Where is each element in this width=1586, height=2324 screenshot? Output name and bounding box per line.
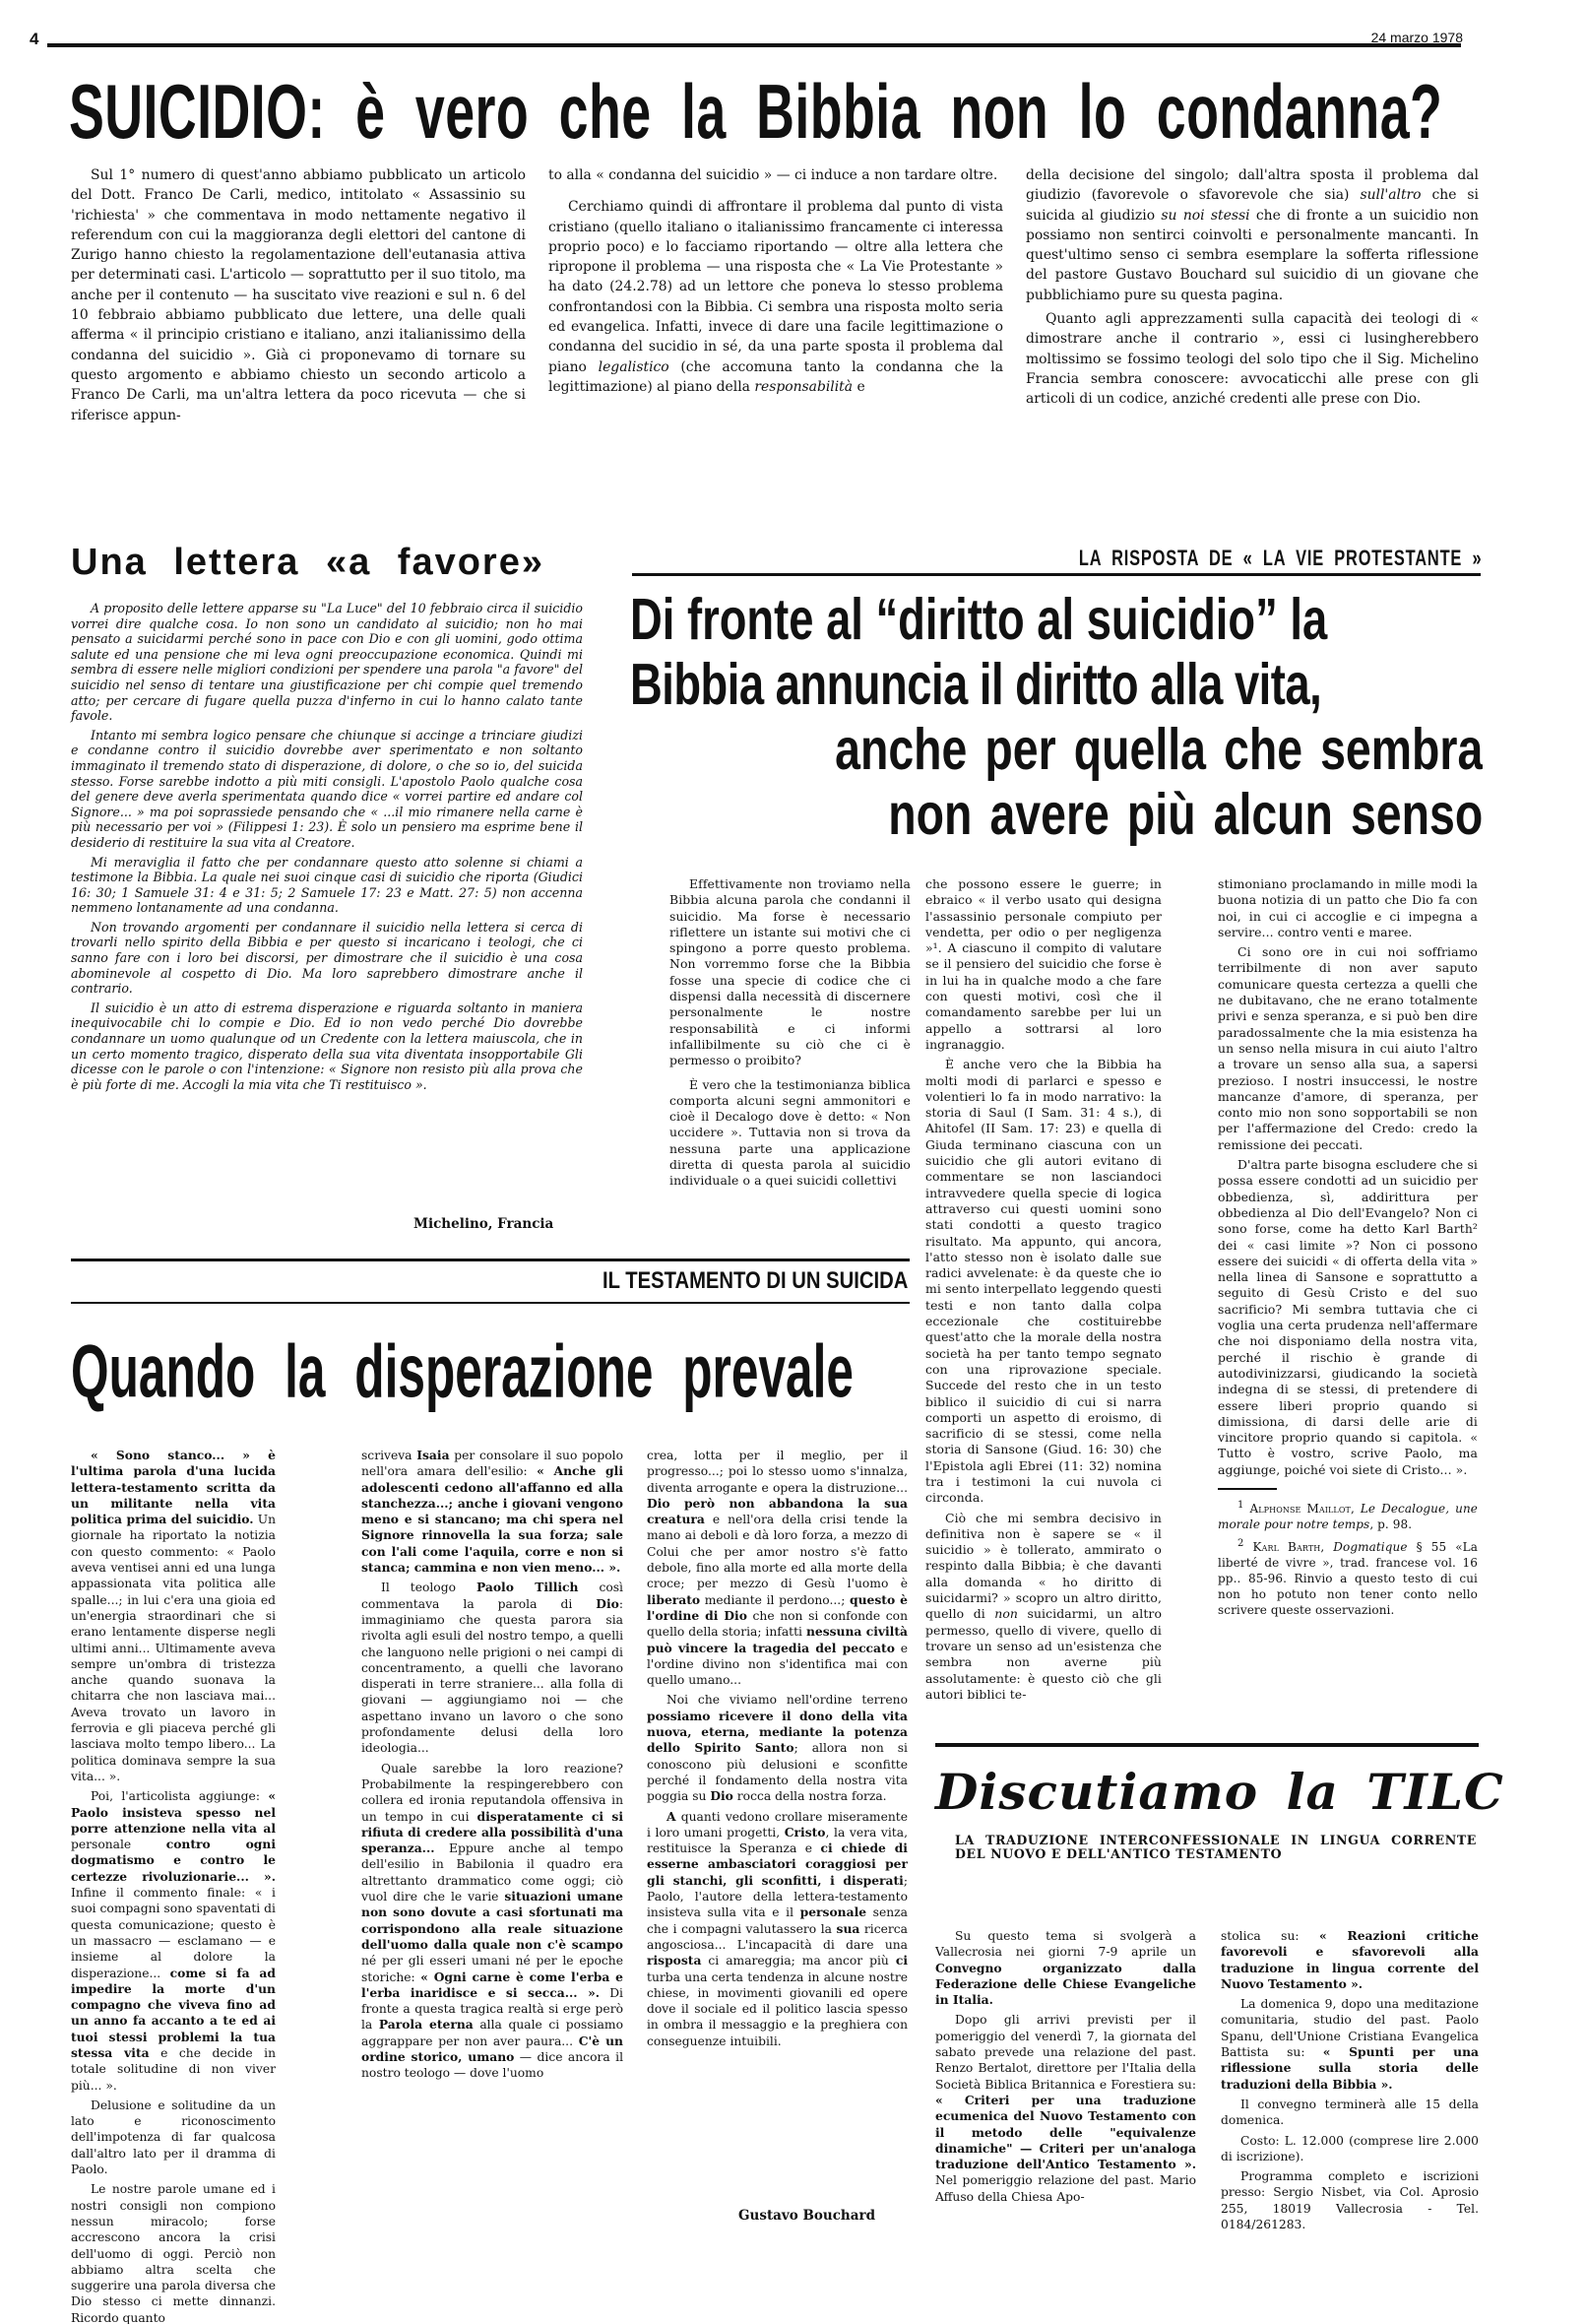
column-paragraph: Delusione e solitudine da un lato e riconoscimento dell'impotenza di far qualcosa dall'altro lato per il dramma di Paolo. <box>71 2098 276 2177</box>
bold-run: ci chiede di esserne ambasciatori coraggiosi per gli stanchi, gli sconfitti, i disperati <box>647 1840 908 1888</box>
testament-signature: Gustavo Bouchard <box>738 2208 876 2224</box>
response-paragraph: che possono essere le guerre; in ebraico « il verbo usato qui designa l'assassinio personale compiuto per vendetta, per odio o per negligenza »¹. A ciascuno il compito di valutare se il pensiero del suicidio che forse è in lui ha in qualche modo a che fare con questi motivi, così che il comandamento sarebbe per lui un appello a sottrarsi al loro ingranaggio. <box>925 876 1162 1052</box>
response-kicker-text: LA RISPOSTA DE « LA VIE PROTESTANTE » <box>1078 547 1482 571</box>
tilc-col-1 <box>935 1928 1196 2209</box>
bold-run: Dio però non abbandona la sua creatura <box>647 1495 908 1527</box>
text-run: Ciò che mi sembra decisivo in definitiva non è sapere se « il suicidio » è tollerato, ammirato o respinto dalla Bibbia; è che davanti alla domanda « ho diritto di suicidarmi? » scopro un altro diritto, quello di <box>925 1510 1162 1622</box>
bold-run: situazioni umane non sono dovute a casi sfortunati ma corrispondono alla reale situazione dell'uomo dalla quale non c'è scampo <box>361 1889 623 1952</box>
bold-run: Parola eterna <box>378 2017 474 2033</box>
testament-title-text: Quando la disperazione prevale <box>71 1330 854 1412</box>
text-run: che si suicida al giudizio <box>1026 187 1479 224</box>
page-number: 4 <box>30 30 39 48</box>
response-paragraph: stimoniano proclamando in mille modi la buona notizia di un patto che Dio fa con noi, in cui ci accoglie e ci impegna a servire... contro venti e maree. <box>1218 876 1478 939</box>
tilc-col-2 <box>1221 1928 1479 2236</box>
footnote-title: Le Decalogue, une morale pour notre temps <box>1218 1501 1478 1531</box>
response-headline <box>630 586 1483 846</box>
response-kicker <box>866 547 1482 574</box>
testament-col-1 <box>71 1448 276 2324</box>
column-paragraph: Programma completo e iscrizioni presso: Sergio Nisbet, via Col. Aprosio 255, 18019 Vallecrosia - Tel. 0184/261283. <box>1221 2169 1479 2232</box>
column-paragraph: Poi, l'articolista aggiunge: « Paolo insisteva spesso nel porre attenzione nella vita al personale contro ogni dogmatismo e contro le certezze rivoluzionarie... ». Infine il commento finale: « i suoi compagni sono spaventati di questa comunicazione; questo è un massacro — esclamano — e insieme al dolore la disperazione... come si fa ad impedire la morte d'un compagno che viveva fino ad un anno fa accanto a te ed ai tuoi stessi problemi la tua stessa vita e che decide in totale solitudine di non viver più... ». <box>71 1788 276 2093</box>
bold-run: « Reazioni critiche favorevoli e sfavorevoli alla traduzione in lingua corrente del Nuovo Testamento ». <box>1221 1928 1479 1991</box>
bold-run: Cristo <box>784 1824 826 1840</box>
footnote-rest: , p. 98. <box>1369 1517 1413 1531</box>
headline-line: Di fronte al “diritto al suicidio” la <box>630 587 1328 651</box>
text-run: suicidarmi, un altro permesso, quello di vivere, quello di trovare un senso ad un'esistenza che sembra non averne più assolutamente: è questo ciò che gli autori biblici te- <box>925 1606 1163 1702</box>
letter-paragraph: Mi meraviglia il fatto che per condannare questo atto solenne si chiami a testimone la Bibbia. La quale nei suoi cinque casi di suicidio che riporta (Giudici 16: 30; 1 Samuele 31: 4 e 31: 5; 2 Samuele 17: 23 e Matt. 27: 5) non accenna nemmeno lontanamente ad una condanna. <box>71 854 583 916</box>
letter-paragraph: Il suicidio è un atto di estrema disperazione e riguarda soltanto in maniera inequivocabile chi lo compie e Dio. Ed io non vedo perché Dio dovrebbe condannare un uomo qualunque od un Credente con la lettera maiuscola, che in un certo momento tragico, disperato della sua vita diventata insopportabile Gli dicesse con le parole o con l'intenzione: « Signore non resisto più alla prova che è più forte di me. Accogli la mia vita che Ti restituisco ». <box>71 1000 583 1092</box>
intro-paragraph: Quanto agli apprezzamenti sulla capacità dei teologi di « dimostrare anche il contrario », essi ci lusingherebbero moltissimo se fossimo teologi del solo tipo che il Sig. Michelino Francia sembra conoscere: avvocaticchi alle prese con gli articoli di un codice, anziché credenti alle prese con Dio. <box>1026 311 1479 408</box>
response-paragraph <box>925 1511 1162 1704</box>
intro-paragraph <box>1026 165 1479 305</box>
testament-rule-top <box>71 1259 910 1261</box>
text-run: e <box>853 378 865 395</box>
bold-run: sua <box>836 1920 860 1936</box>
bold-run: Dio <box>596 1595 619 1611</box>
bold-run: « Paolo insisteva spesso nel porre attenzione nella vita al <box>71 1788 276 1836</box>
footnote-rest: § 55 «La liberté de vivre », trad. francese vol. 16 pp.. 85-96. Rinvio a questo testo di cui non ho potuto non tener conto nello scrivere queste osservazioni. <box>1218 1539 1478 1617</box>
emphasis: non <box>994 1606 1019 1622</box>
footnote-author: Alphonse Maillot <box>1249 1501 1351 1516</box>
bold-run: A <box>666 1808 676 1824</box>
bold-run: liberato <box>647 1591 701 1607</box>
bold-run: « Anche gli adolescenti cedono all'affanno ed alla stanchezza...; anche i giovani vengono meno e si stancano; ma chi spera nel Signore rinnovella la sua forza; sale con l'ali come l'aquila, corre e non si stanca; cammina e non vien meno... ». <box>361 1463 623 1576</box>
text-run: che di fronte a un suicidio non possiamo non sentirci coinvolti e personalmente mancanti. In quest'ultimo senso ci sembra esemplare la sofferta riflessione del pastore Gustavo Bouchard sul suicidio di un giovane che pubblichiamo pure su questa pagina. <box>1026 207 1479 303</box>
bold-run: nessuna civiltà può vincere la tragedia del peccato <box>647 1624 909 1655</box>
response-paragraph: È vero che la testimonianza biblica comporta alcuni segni ammonitori e cioè il Decalogo dove è detto: « Non uccidere ». Tuttavia non si trova da nessuna parte una applicazione diretta di questa parola al suicidio individuale o a quei suicidi collettivi <box>669 1076 911 1189</box>
text-run: (che accomuna tanto la condanna che la legittimazione) al piano della <box>548 358 1003 395</box>
intro-paragraph: to alla « condanna del suicidio » — ci induce a non tardare oltre. <box>548 167 998 183</box>
testament-col-3 <box>647 1448 908 2053</box>
bold-run: « Sono stanco... » è l'ultima parola d'una lucida lettera-testamento scritta da un militante nella vita politica prima del suicidio. <box>71 1448 276 1527</box>
testament-title <box>71 1329 916 1412</box>
intro-col-2 <box>548 165 1003 401</box>
main-title-text: SUICIDIO: è vero che la Bibbia non lo condanna? <box>69 68 1443 146</box>
tilc-rule <box>935 1743 1479 1747</box>
footnote-rule <box>1218 1488 1277 1490</box>
column-paragraph: scriveva Isaia per consolare il suo popolo nell'ora amara dell'esilio: « Anche gli adolescenti cedono all'affanno ed alla stanchezza...; anche i giovani vengono meno e si stancano; ma chi spera nel Signore rinnovella la sua forza; sale con l'ali come l'aquila, corre e non si stanca; cammina e non vien meno... ». <box>361 1448 623 1576</box>
main-title <box>69 67 1487 146</box>
testament-kicker <box>394 1266 908 1296</box>
bold-run: possiamo ricevere il dono della vita nuova, eterna, mediante la potenza dello Spirito Santo <box>647 1708 908 1756</box>
bold-run: contro ogni dogmatismo e contro le certezze rivoluzionarie... ». <box>71 1837 276 1884</box>
response-paragraph: D'altra parte bisogna escludere che si possa essere condotti ad un suicidio per obbedienza, sì, addirittura per obbedienza al Dio dell'Evangelo? Non ci sono forse, come ha detto Karl Barth² dei « casi limite »? Non ci possono essere dei suicidi « di offerta della vita » nella linea di Sansone e soprattutto a seguito di Gesù Cristo e del suo sacrificio? Mi sembra tuttavia che ci voglia una certa prudenza nell'affermare che noi disponiamo della nostra vita, perché il rischio è grande di autodivinizzarsi, giudicando la società indegna di se stessi, di pretendere di essere liberi proprio quando si dimissiona, di darsi delle arie di vincitore proprio quando si capitola. « Tutto è vostro, scrive Paolo, ma aggiunge, poiché voi siete di Cristo... ». <box>1218 1157 1478 1477</box>
footnote-title: Dogmatique <box>1333 1539 1408 1554</box>
bold-run: questo è l'ordine di Dio <box>647 1591 908 1623</box>
column-paragraph: Dopo gli arrivi previsti per il pomeriggio del venerdì 7, la giornata del sabato prevede una relazione del past. Renzo Bertalot, direttore per l'Italia della Società Biblica Britannica e Forestiera su: « Criteri per una traduzione ecumenica del Nuovo Testamento con il metodo delle "equivalenze dinamiche" — Criteri per un'analoga traduzione dell'Antico Testamento ». Nel pomeriggio relazione del past. Mario Affuso della Chiesa Apo- <box>935 2013 1196 2204</box>
column-paragraph: Quale sarebbe la loro reazione? Probabilmente la respingerebbero con collera ed ironia reputandola offensiva in un tempo in cui disperatamente ci si rifiuta di credere alla possibilità d'una speranza... Eppure anche al tempo dell'esilio in Babilonia il quadro era altrettanto drammatico come oggi; ciò vuol dire che le varie situazioni umane non sono dovute a casi sfortunati ma corrispondono alla reale situazione dell'uomo dalla quale non c'è scampo né per gli esseri umani né per le epoche storiche: « Ogni carne è come l'erba e l'erba inaridisce e si secca... ». Di fronte a questa tragica realtà si erge però la Parola eterna alla quale ci possiamo aggrappare per non aver paura... C'è un ordine storico, umano — dice ancora il nostro teologo — dove l'uomo <box>361 1761 624 2081</box>
bold-run: « Spunti per una riflessione sulla storia delle traduzioni della Bibbia ». <box>1221 2044 1479 2092</box>
response-rule <box>632 573 1481 576</box>
emphasis: legalistico <box>598 358 669 375</box>
bold-run: ci <box>895 1953 908 1969</box>
footnote-number: 1 <box>1237 1499 1244 1511</box>
column-paragraph: stolica su: « Reazioni critiche favorevoli e sfavorevoli alla traduzione in lingua corrente del Nuovo Testamento ». <box>1221 1928 1479 1991</box>
column-paragraph: crea, lotta per il meglio, per il progresso...; poi lo stesso uomo s'innalza, diventa arrogante e opera la distruzione... Dio però non abbandona la sua creatura e nell'ora della crisi tende la mano ai deboli e dà loro forza, a mezzo di Colui che per amor nostro s'è fatto debole, fino alla morte ed alla morte della croce; per mezzo di Gesù l'uomo è liberato mediante il perdono...; questo è l'ordine di Dio che non si confonde con quello della storia; infatti nessuna civiltà può vincere la tragedia del peccato e l'ordine divino non s'identifica mai con quello umano... <box>647 1449 909 1688</box>
intro-col-1 <box>71 165 526 429</box>
headline-line: non avere più alcun senso <box>888 782 1483 846</box>
intro-paragraph <box>548 197 1003 397</box>
header-rule <box>47 43 1461 47</box>
response-col-3 <box>1218 876 1478 1622</box>
testament-kicker-text: IL TESTAMENTO DI UN SUICIDA <box>602 1266 908 1294</box>
column-paragraph: Costo: L. 12.000 (comprese lire 2.000 di iscrizione). <box>1221 2133 1479 2163</box>
column-paragraph: Il convegno terminerà alle 15 della domenica. <box>1221 2097 1479 2128</box>
intro-paragraph: Sul 1° numero di quest'anno abbiamo pubblicato un articolo del Dott. Franco De Carli, medico, intitolato « Assassinio su 'richiesta' » che commentava in modo nettamente negativo il referendum con cui la maggioranza degli elettori del cantone di Zurigo hanno chiesto la regolamentazione dell'eutanasia attiva per determinati casi. L'articolo — soprattutto per il suo titolo, ma anche per il contenuto — ha suscitato vive reazioni e sul n. 6 del 10 febbraio abbiamo pubblicato due lettere, una delle quali afferma « il principio cristiano e italiano, anzi italianissimo della condanna del suicidio ». Già ci proponevamo di tornare su questo argomento e abbiamo chiesto un secondo articolo a Franco De Carli, ma un'altra lettera da poco ricevuta — che si riferisce appun- <box>71 167 526 423</box>
text-run: della decisione del singolo; dall'altra sposta il problema dal giudizio (favorevole o sfavorevole che sia) <box>1026 167 1479 204</box>
text-run: Cerchiamo quindi di affrontare il problema dal punto di vista cristiano (quello italiano o italianissimo francamente ci interessa proprio poco) e lo facciamo riportando — oltre alla lettera che ripropone il problema — una risposta che « La Vie Protestante » ha dato (24.2.78) ad un lettore che poneva lo stesso problema confrontandosi con la Bibbia. Ci sembra una risposta molto seria ed evangelica. Infatti, invece di dare una facile legittimazione o condanna del sucidio in sé, da una parte sposta il problema dal piano <box>548 199 1003 375</box>
bold-run: disperatamente ci si rifiuta di credere alla possibilità d'una speranza... <box>361 1808 623 1856</box>
footnote-number: 2 <box>1237 1537 1244 1549</box>
letter-title: Una lettera «a favore» <box>71 542 544 583</box>
bold-run: Isaia <box>416 1448 450 1462</box>
column-paragraph: Noi che viviamo nell'ordine terreno possiamo ricevere il dono della vita nuova, eterna, mediante la potenza dello Spirito Santo; allora non si conoscono più delusioni e sconfitte perché il fondamento della nostra vita poggia su Dio rocca della nostra forza. <box>647 1693 908 1804</box>
headline-line: anche per quella che sembra <box>834 717 1483 781</box>
emphasis: responsabilità <box>754 378 854 395</box>
bold-run: Dio <box>710 1788 733 1804</box>
bold-run: Convegno organizzato dalla Federazione delle Chiese Evangeliche in Italia. <box>935 1960 1196 2008</box>
letter-paragraph: Non trovando argomenti per condannare il suicidio nella lettera si cerca di trovarli nello spirito della Bibbia e per questo si incaricano i teologi, che ci sanno fare con i loro bei discorsi, per dimostrare che il suicidio è una cosa abominevole al cospetto di Dio. Ma loro saprebbero dimostrare anche il contrario. <box>71 919 583 997</box>
issue-date: 24 marzo 1978 <box>1370 30 1463 45</box>
response-paragraph: Ci sono ore in cui noi soffriamo terribilmente di non aver saputo comunicare questa certezza a quelli che ne dubitavano, che ne erano totalmente privi e senza speranza, e si può ben dire paradossalmente che la mia esistenza ha un senso nella misura in cui aiuto l'altro a trovare un senso alla sua, a sapersi prezioso. I nostri insuccessi, le nostre mancanze d'amore, di speranza, per conto mio non sono sopportabili se non per l'affermazione del Credo: credo la remissione dei peccati. <box>1218 944 1478 1152</box>
bold-run: « Ogni carne è come l'erba e l'erba inaridisce e si secca... ». <box>361 1969 624 2000</box>
response-paragraph: È anche vero che la Bibbia ha molti modi di parlarci e spesso e volentieri lo fa in modo narrativo: la storia di Saul (I Sam. 31: 4 s.), di Ahitofel (II Sam. 17: 23) e quella di Giuda terminano ciascuna con un suicidio che gli autori evitano di commentare se non lasciandoci intravvedere quella specie di logica attraverso cui questi uomini sono stati condotti a questo tragico risultato. Ma appunto, qui ancora, l'atto stesso non è isolato dalle sue radici avvelenate: è da queste che io mi sento interpellato leggendo questi testi e non tanto dalla colpa eccezionale che costituirebbe quest'atto che la morale della nostra società ha per tanto tempo segnato con una riprovazione speciale. Succede del resto che in un testo biblico il suicidio di cui si narra comporti un aspetto di eroismo, di sacrificio di se stessi, come nella storia di Sansone (Giud. 16: 30) che l'Epistola agli Ebrei (11: 32) nomina tra i testimoni la cui nuvola ci circonda. <box>925 1057 1162 1506</box>
column-paragraph: Il teologo Paolo Tillich così commentava la parola di Dio: immaginiamo che questa parora sia rivolta agli esuli del nostro tempo, a quelli che languono nelle prigioni o nei campi di concentramento, a quelli che lavorano disperati in terre straniere... alla folla di giovani — aggiungiamo noi — che aspettano invano un lavoro o che sono profondamente delusi della loro ideologia... <box>361 1580 623 1756</box>
letter-signature: Michelino, Francia <box>413 1216 554 1232</box>
column-paragraph: A quanti vedono crollare miseramente i loro umani progetti, Cristo, la vera vita, restituisce la Speranza e ci chiede di esserne ambasciatori coraggiosi per gli stanchi, gli sconfitti, i disperati; Paolo, l'autore della lettera-testamento insisteva sulla vita e il personale senza che i compagni valutassero la sua ricerca angosciosa... L'incapacità di dare una risposta ci amareggia; ma ancor più ci turba una certa tendenza in alcune nostre chiese, in movimenti giovanili ed opere dove il sociale ed il politico lascia spesso in ombra il messaggio e la preghiera con conseguenze intuibili. <box>647 1808 909 2048</box>
footnote-2: $^2$ Karl Barth, Dogmatique § 55 «La liberté de vivre », trad. francese vol. 16 pp.. 85-96. Rinvio a questo testo di cui non ho potuto non tener conto nello scrivere queste osservazioni. <box>1218 1537 1478 1617</box>
bold-run: « Criteri per una traduzione ecumenica del Nuovo Testamento con il metodo delle "equivalenze dinamiche" — Criteri per un'analoga traduzione dell'Antico Testamento ». <box>935 2092 1196 2172</box>
response-paragraph: Effettivamente non troviamo nella Bibbia alcuna parola che condanni il suicidio. Ma forse è necessario riflettere un istante sui motivi che ci spingono a porre questo problema. Non vorremmo forse che la Bibbia fosse una specie di codice che ci dispensi dalla necessità di discernere personalmente le nostre responsabilità e ci informi infallibilmente su ciò che ci è permesso o proibito? <box>669 876 911 1068</box>
bold-run: personale <box>799 1904 867 1920</box>
letter-body <box>71 601 583 1096</box>
column-paragraph: Le nostre parole umane ed i nostri consigli non compiono nessun miracolo; forse accrescono ancora la crisi dell'uomo di oggi. Perciò non abbiamo altra scelta che suggerire una parola diversa che Dio stesso ci mette dinnanzi. Ricordo quanto <box>71 2182 276 2324</box>
intro-col-3 <box>1026 165 1479 414</box>
emphasis: sull'altro <box>1360 187 1422 204</box>
response-col-1 <box>669 876 911 1194</box>
footnote-author: Karl Barth <box>1252 1539 1321 1554</box>
bold-run: risposta <box>647 1953 702 1969</box>
column-paragraph: Su questo tema si svolgerà a Vallecrosia nei giorni 7-9 aprile un Convegno organizzato dalla Federazione delle Chiese Evangeliche in Italia. <box>935 1929 1196 2008</box>
testament-col-2 <box>361 1448 623 2086</box>
response-col-2 <box>925 876 1162 1707</box>
letter-paragraph: Intanto mi sembra logico pensare che chiunque si accinge a trinciare giudizi e condanne contro il suicidio dovrebbe aver sperimentato e non soltanto immaginato il tremendo stato di disperazione, di dolore, o che so io, del suicida stesso. Forse sarebbe indotto a più miti consigli. L'apostolo Paolo qualche cosa del genere deve averla sperimentata quando dice « vorrei partire ed andare col Signore... » ma poi soprassiede pensando che « ...il mio rimanere nella carne è più necessario per voi » (Filippesi 1: 23). È solo un pensiero ma esprime bene il desiderio di restituire la sua vita al Creatore. <box>71 727 583 850</box>
bold-run: Paolo Tillich <box>476 1580 579 1595</box>
column-paragraph: « Sono stanco... » è l'ultima parola d'una lucida lettera-testamento scritta da un militante nella vita politica prima del suicidio. Un giornale ha riportato la notizia con questo commento: « Paolo aveva ventisei anni ed una lunga appassionata vita politica alle spalle...; in lui c'era una gioia ed un'energia straordinari che si erano lentamente disperse negli ultimi anni... Ultimamente aveva sempre un'ombra di tristezza anche quando suonava la chitarra che non lasciava mai... Aveva trovato un lavoro in ferrovia e gli piaceva perché gli lasciava molto tempo libero... La politica dominava sempre la sua vita... ». <box>71 1448 276 1783</box>
emphasis: su noi stessi <box>1161 207 1250 224</box>
column-paragraph: La domenica 9, dopo una meditazione comunitaria, studio del past. Paolo Spanu, dell'Unione Cristiana Evangelica Battista su: « Spunti per una riflessione sulla storia delle traduzioni della Bibbia ». <box>1221 1997 1479 2092</box>
letter-paragraph: A proposito delle lettere apparse su "La Luce" del 10 febbraio circa il suicidio vorrei dire qualche cosa. Io non sono un candidato al suicidio; non ho mai pensato a suicidarmi perché sono in pace con Dio e con gli uomini, godo ottima salute ed una pensione che mi leva ogni preoccupazione economica. Quindi mi sembra di essere nelle migliori condizioni per spendere una parola "a favore" del suicidio nel senso di tentare una giustificazione per chi compie quel tremendo atto; per cercare di fugare quella puzza d'inferno in cui lo hanno calato tante favole. <box>71 601 583 724</box>
bold-run: C'è un ordine storico, umano <box>361 2033 623 2064</box>
tilc-subtitle: LA TRADUZIONE INTERCONFESSIONALE IN LINGUA CORRENTE DEL NUOVO E DELL'ANTICO TESTAMENTO <box>955 1833 1477 1861</box>
footnote-1: $^1$ Alphonse Maillot, Le Decalogue, une morale pour notre temps, p. 98. <box>1218 1499 1478 1531</box>
testament-rule-bottom <box>71 1302 910 1304</box>
tilc-title: Discutiamo la TILC <box>935 1763 1504 1821</box>
bold-run: come si fa ad impedire la morte d'un compagno che viveva fino ad un anno fa accanto a te ed ai tuoi stessi problemi la tua stessa vita <box>71 1965 276 2060</box>
headline-line: Bibbia annuncia il diritto alla vita, <box>630 652 1322 716</box>
